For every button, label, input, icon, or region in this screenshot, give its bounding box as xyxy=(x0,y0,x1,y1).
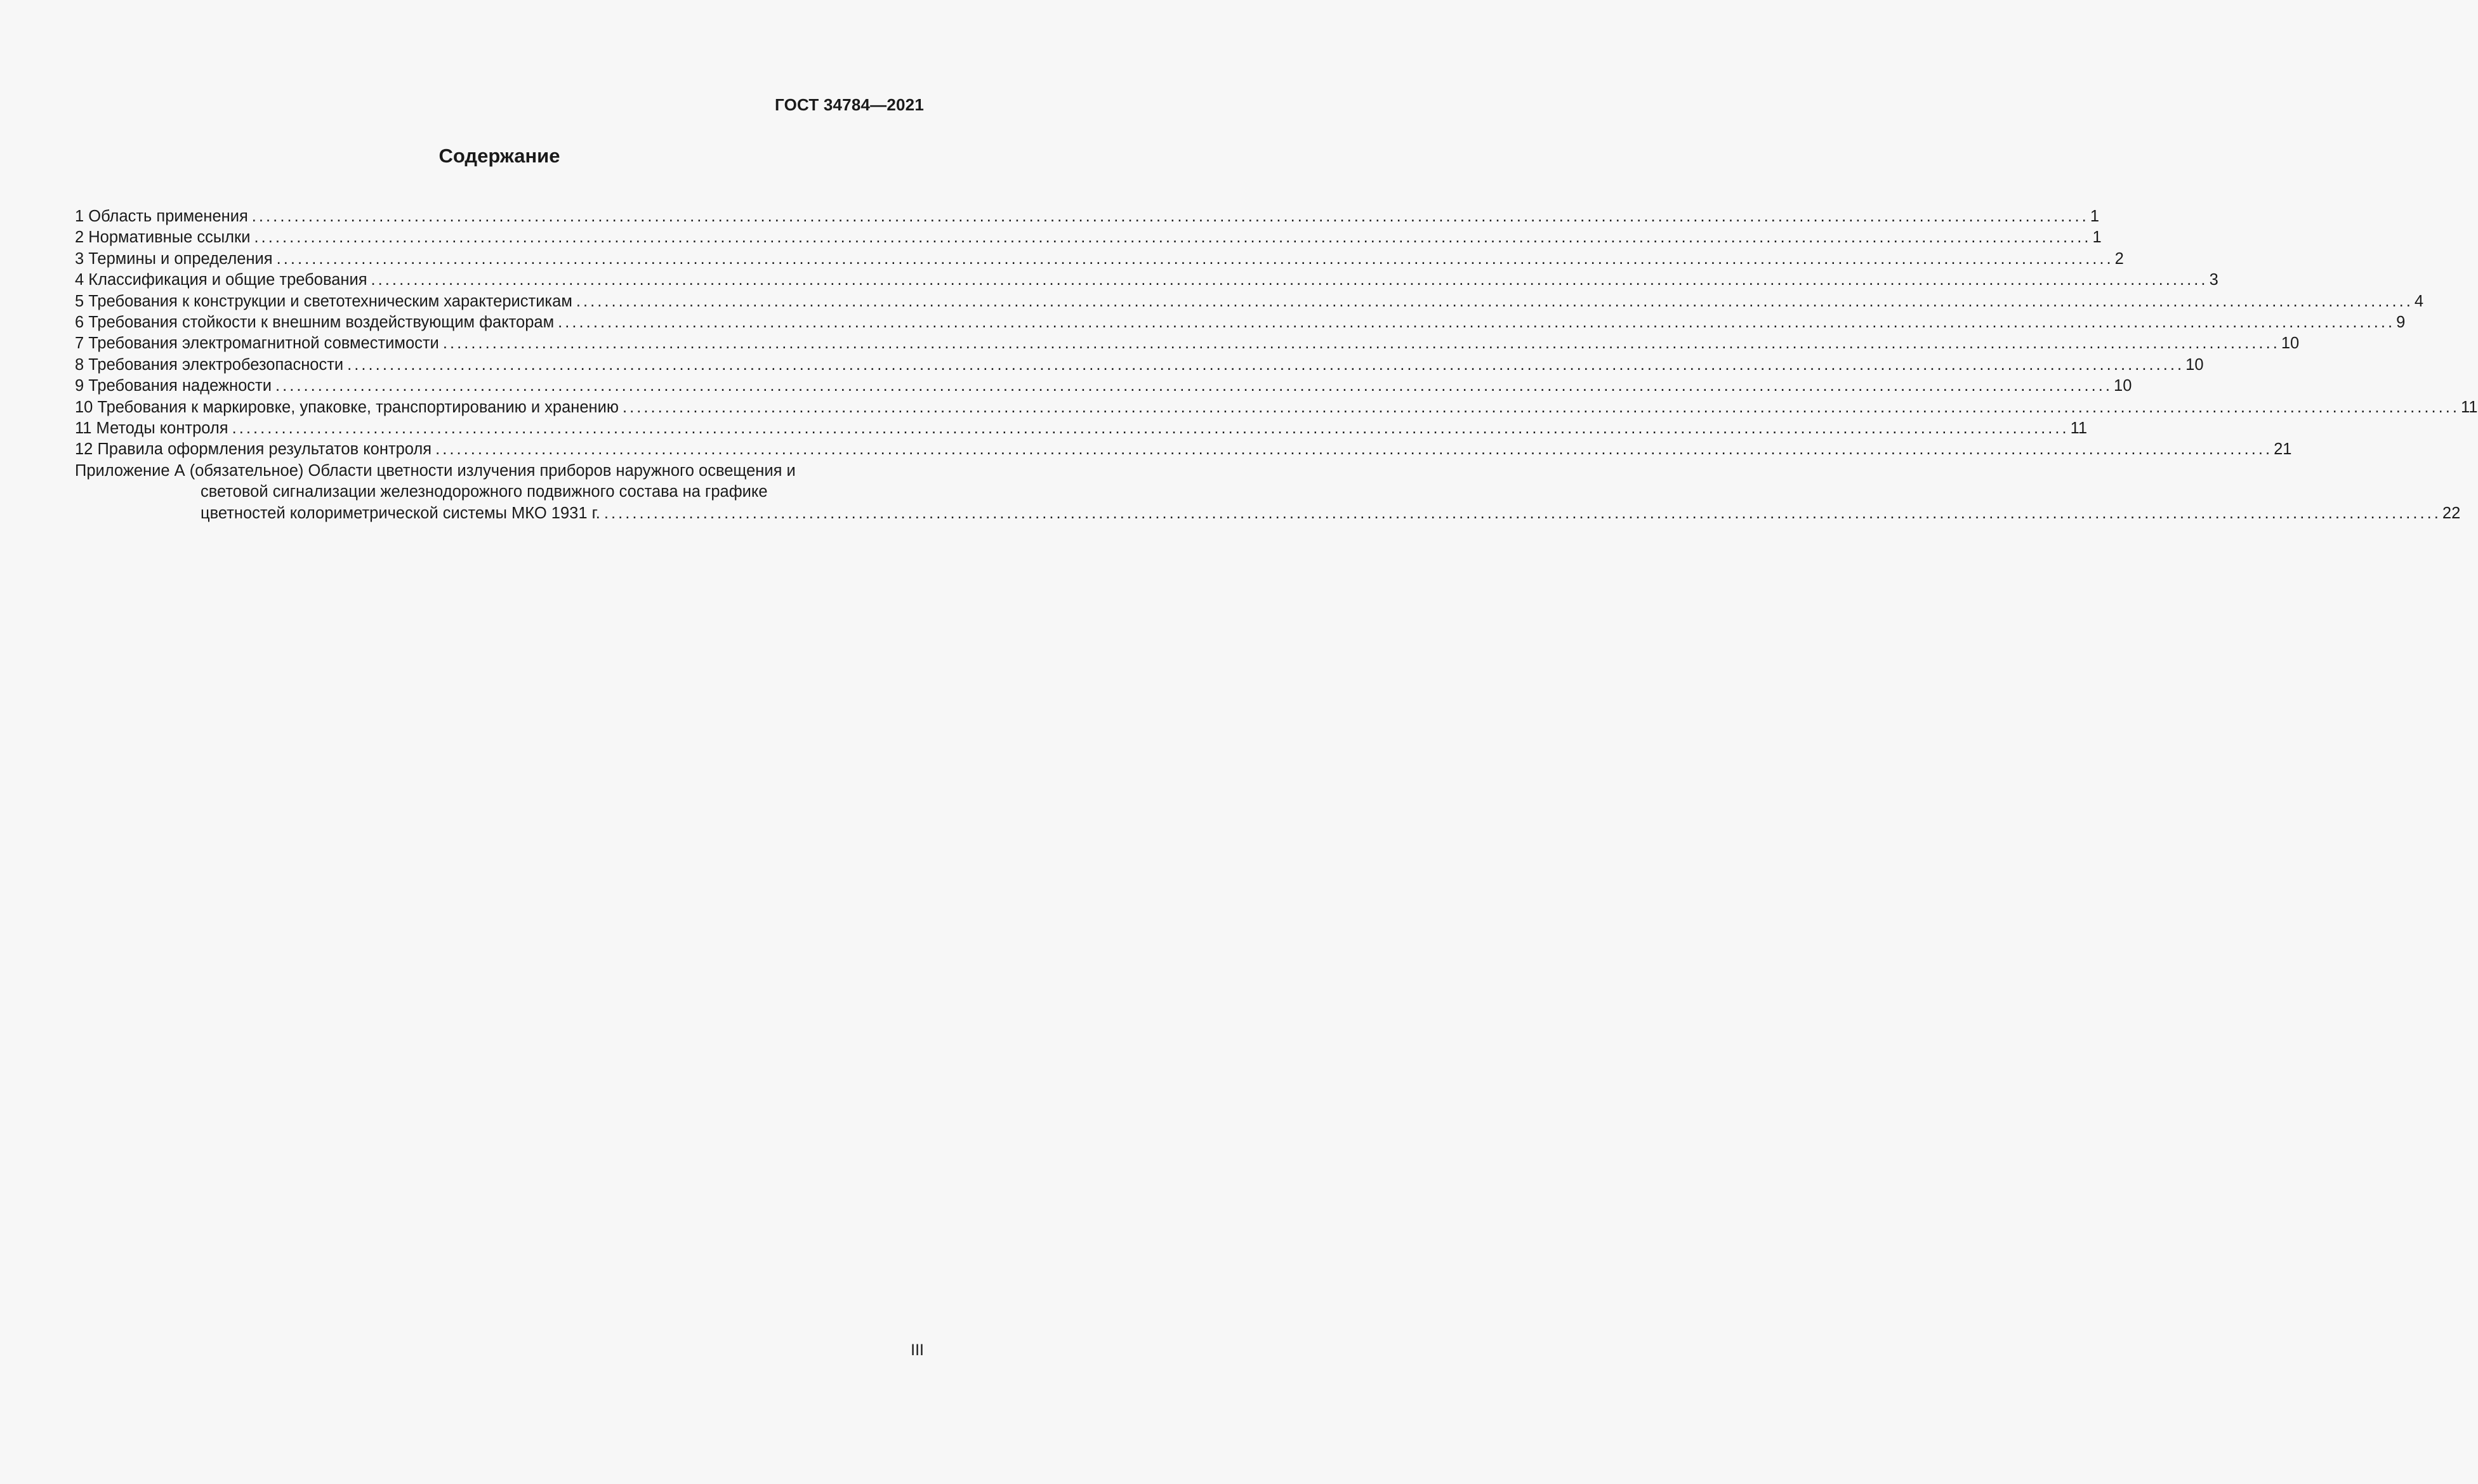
toc-entry-page: 9 xyxy=(2396,313,2406,332)
toc-entry[interactable] xyxy=(75,397,2478,418)
toc-entry[interactable] xyxy=(75,206,2099,227)
toc-entry-title: 3 Термины и определения xyxy=(75,249,273,268)
toc-entry[interactable] xyxy=(75,227,2102,248)
toc-entry-page: 21 xyxy=(2274,440,2292,459)
toc-leader-dots: .................................................................................................................................................................................................................................................................... xyxy=(576,292,2413,310)
toc-leader-dots: .................................................................................................................................................................................................................................................................... xyxy=(254,228,2092,247)
toc-entry-page: 2 xyxy=(2114,249,2124,268)
toc-appendix-continuation: световой сигнализации железнодорожного подвижного состава на графике xyxy=(201,483,768,501)
toc-entry[interactable] xyxy=(75,418,2088,439)
toc-entry-appendix[interactable] xyxy=(75,503,2461,524)
toc-entry-title: 7 Требования электромагнитной совместимости xyxy=(75,334,439,353)
toc-leader-dots: .................................................................................................................................................................................................................................................................... xyxy=(276,249,2114,268)
toc-entry-title: 4 Классификация и общие требования xyxy=(75,271,367,289)
page-number: III xyxy=(911,1341,924,1359)
page-title: Содержание xyxy=(438,145,560,167)
document-code: ГОСТ 34784—2021 xyxy=(775,95,924,114)
toc-entry-page: 11 xyxy=(2461,398,2478,416)
toc-entry-title: 12 Правила оформления результатов контроля xyxy=(75,440,432,459)
toc-entry-page: 1 xyxy=(2090,207,2099,225)
toc-entry-page: 10 xyxy=(2185,355,2204,374)
toc-entry-page: 22 xyxy=(2442,504,2461,522)
toc-entry[interactable] xyxy=(75,249,2124,270)
toc-entry-page: 3 xyxy=(2209,271,2218,289)
toc-entry-page: 11 xyxy=(2070,419,2088,438)
toc-leader-dots: .................................................................................................................................................................................................................................................................... xyxy=(232,419,2069,438)
toc-leader-dots: .................................................................................................................................................................................................................................................................... xyxy=(251,207,2089,225)
table-of-contents xyxy=(75,206,2478,524)
toc-entry-title: цветностей колориметрической системы МКО 1931 г. xyxy=(201,504,600,522)
toc-entry[interactable] xyxy=(75,355,2204,376)
toc-entry-title: 6 Требования стойкости к внешним воздействующим факторам xyxy=(75,313,555,332)
toc-leader-dots: .................................................................................................................................................................................................................................................................... xyxy=(435,440,2273,459)
toc-leader-dots: .................................................................................................................................................................................................................................................................... xyxy=(371,271,2208,289)
toc-leader-dots: .................................................................................................................................................................................................................................................................... xyxy=(347,355,2185,374)
toc-entry-page: 1 xyxy=(2092,228,2102,247)
toc-entry[interactable] xyxy=(75,376,2132,397)
toc-entry[interactable] xyxy=(75,270,2218,291)
toc-entry-title: 5 Требования к конструкции и светотехническим характеристикам xyxy=(75,292,572,310)
toc-entry[interactable] xyxy=(75,333,2300,354)
toc-entry-page: 10 xyxy=(2114,377,2132,395)
toc-leader-dots: .................................................................................................................................................................................................................................................................... xyxy=(603,504,2441,522)
toc-entry-page: 10 xyxy=(2281,334,2300,353)
toc-leader-dots: .................................................................................................................................................................................................................................................................... xyxy=(442,334,2280,353)
toc-leader-dots: .................................................................................................................................................................................................................................................................... xyxy=(275,377,2113,395)
toc-entry-title: 10 Требования к маркировке, упаковке, транспортированию и хранению xyxy=(75,398,619,416)
toc-leader-dots: .................................................................................................................................................................................................................................................................... xyxy=(558,313,2396,332)
toc-entry[interactable] xyxy=(75,312,2406,333)
toc-entry[interactable] xyxy=(75,439,2292,460)
toc-entry-title: 9 Требования надежности xyxy=(75,377,272,395)
toc-entry-page: 4 xyxy=(2414,292,2424,310)
toc-leader-dots: .................................................................................................................................................................................................................................................................... xyxy=(622,398,2460,416)
toc-appendix-title-line[interactable]: Приложение А (обязательное) Области цветности излучения приборов наружного освещения и xyxy=(75,461,796,480)
toc-entry-title: 1 Область применения xyxy=(75,207,248,225)
toc-entry-title: 11 Методы контроля xyxy=(75,419,228,438)
toc-entry-title: 8 Требования электробезопасности xyxy=(75,355,344,374)
toc-entry[interactable] xyxy=(75,291,2424,312)
toc-entry-title: 2 Нормативные ссылки xyxy=(75,228,251,247)
